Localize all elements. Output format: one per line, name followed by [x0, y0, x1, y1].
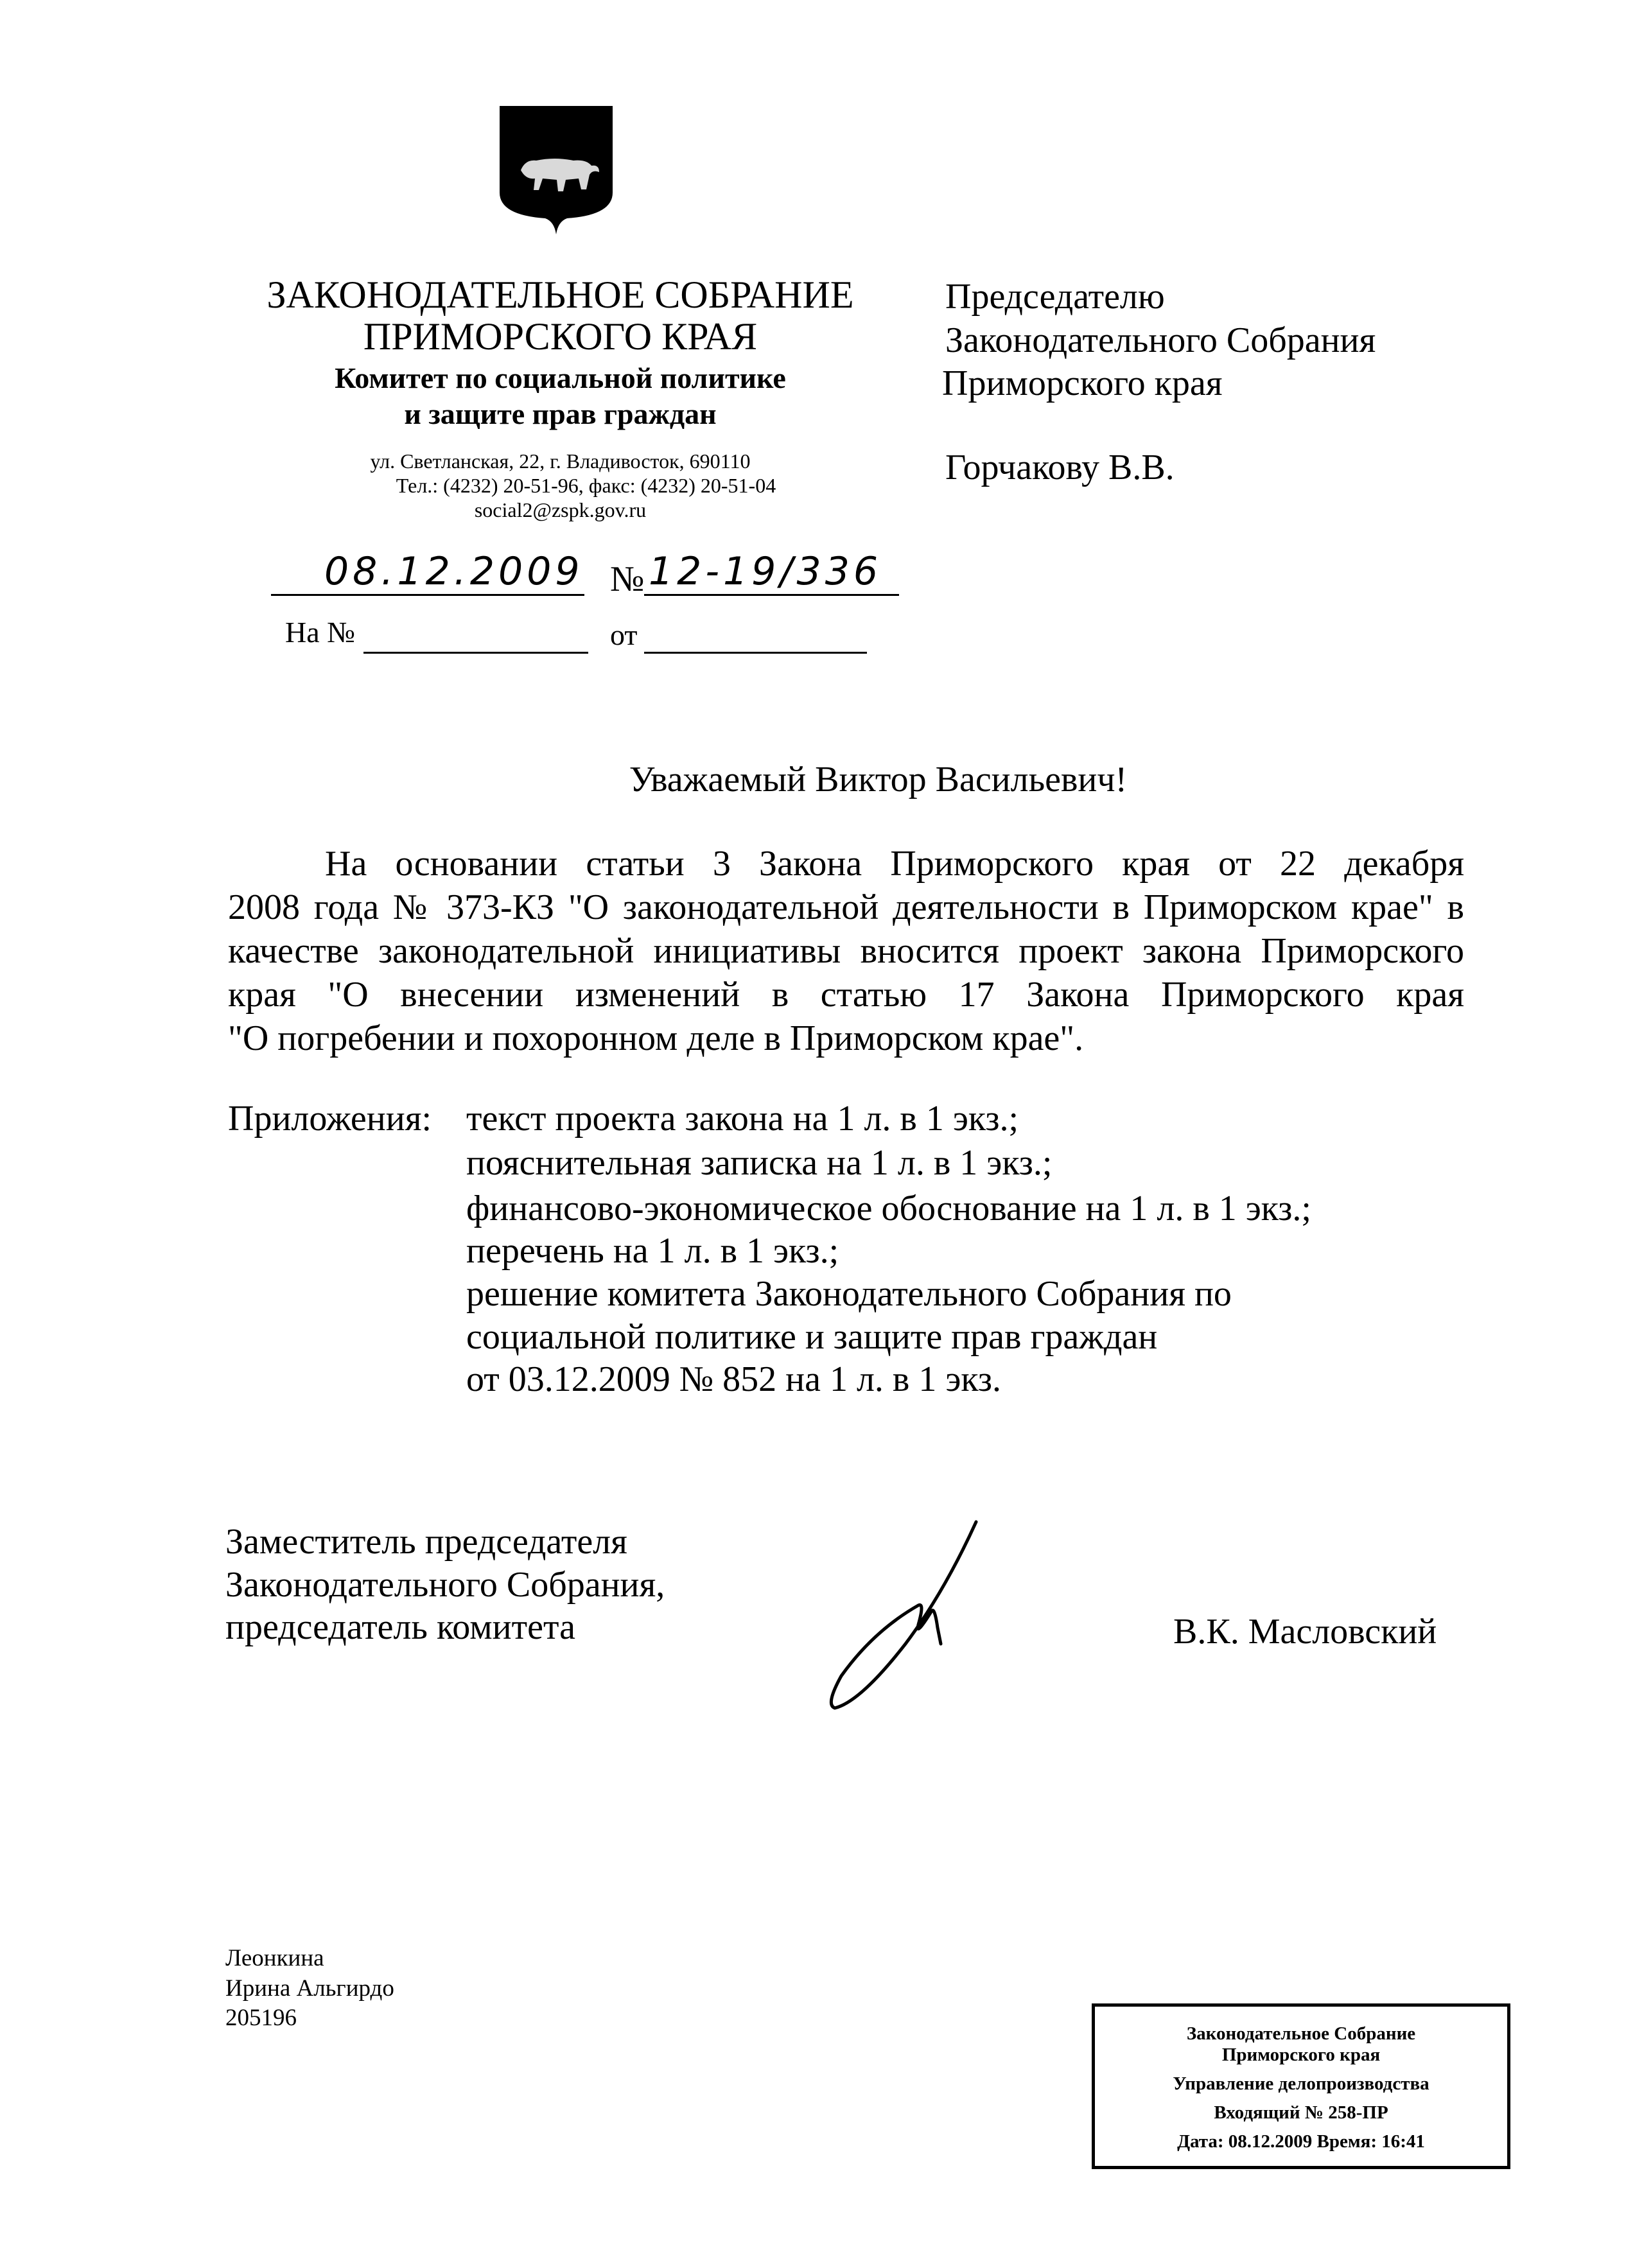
committee-line1: Комитет по социальной политике — [335, 362, 786, 394]
executor-surname: Леонкина — [225, 1945, 324, 1971]
ref-number-underline — [363, 652, 588, 654]
signatory-title-line3: председатель комитета — [225, 1607, 575, 1647]
ref-from-label: от — [610, 618, 638, 651]
stamp-line4: Входящий № 258-ПР — [1214, 2102, 1388, 2123]
attachment-item: социальной политике и защите прав граждан — [466, 1317, 1158, 1357]
handwritten-date: 08.12.2009 — [324, 549, 584, 594]
body-line: края "О внесении изменений в статью 17 Закона Приморского края — [228, 975, 1464, 1015]
body-line: На основании статьи 3 Закона Приморского края от 22 декабря — [325, 844, 1464, 884]
coat-of-arms-emblem — [496, 103, 616, 238]
ref-date-underline — [644, 652, 867, 654]
stamp-line5: Дата: 08.12.2009 Время: 16:41 — [1177, 2131, 1425, 2152]
number-label: № — [610, 559, 645, 599]
body-line: "О погребении и похоронном деле в Приморском крае". — [228, 1018, 1084, 1058]
handwritten-number: 12-19/336 — [649, 549, 882, 594]
addressee-line3: Приморского края — [942, 363, 1223, 403]
body-line: 2008 года № 373-КЗ "О законодательной деятельности в Приморском крае" в — [228, 887, 1464, 927]
attachments-label: Приложения: — [228, 1099, 432, 1138]
addressee-line1: Председателю — [945, 277, 1165, 317]
signatory-title-line1: Заместитель председателя — [225, 1522, 627, 1562]
attachment-item: финансово-экономическое обоснование на 1 л. в 1 экз.; — [466, 1189, 1311, 1228]
attachment-item: пояснительная записка на 1 л. в 1 экз.; — [466, 1143, 1053, 1183]
signatory-name: В.К. Масловский — [1173, 1612, 1437, 1652]
email: social2@zspk.gov.ru — [474, 498, 647, 521]
executor-phone: 205196 — [225, 2005, 297, 2031]
stamp-line1: Законодательное Собрание — [1186, 2023, 1416, 2044]
signatory-title-line2: Законодательного Собрания, — [225, 1565, 665, 1605]
stamp-line2: Приморского края — [1221, 2045, 1381, 2065]
number-underline — [644, 594, 899, 596]
incoming-registration-stamp — [1092, 2003, 1510, 2169]
org-name-line1: ЗАКОНОДАТЕЛЬНОЕ СОБРАНИЕ — [267, 274, 854, 316]
attachment-item: от 03.12.2009 № 852 на 1 л. в 1 экз. — [466, 1359, 1001, 1399]
date-underline — [271, 594, 584, 596]
org-name-line2: ПРИМОРСКОГО КРАЯ — [363, 315, 758, 358]
phone: Тел.: (4232) 20-51-96, факс: (4232) 20-51-04 — [396, 474, 776, 497]
attachment-item: решение комитета Законодательного Собрания по — [466, 1274, 1232, 1314]
body-line: качестве законодательной инициативы вносится проект закона Приморского — [228, 931, 1464, 971]
ref-label: На № — [285, 616, 356, 649]
stamp-line3: Управление делопроизводства — [1173, 2073, 1429, 2094]
greeting: Уважаемый Виктор Васильевич! — [629, 760, 1128, 799]
handwritten-signature — [822, 1515, 989, 1714]
address: ул. Светланская, 22, г. Владивосток, 690110 — [370, 449, 751, 473]
addressee-name: Горчакову В.В. — [945, 448, 1175, 487]
executor-name: Ирина Альгирдо — [225, 1975, 394, 2002]
addressee-line2: Законодательного Собрания — [945, 320, 1376, 360]
attachment-item: перечень на 1 л. в 1 экз.; — [466, 1231, 839, 1271]
committee-line2: и защите прав граждан — [404, 397, 717, 430]
attachment-item: текст проекта закона на 1 л. в 1 экз.; — [466, 1099, 1019, 1138]
